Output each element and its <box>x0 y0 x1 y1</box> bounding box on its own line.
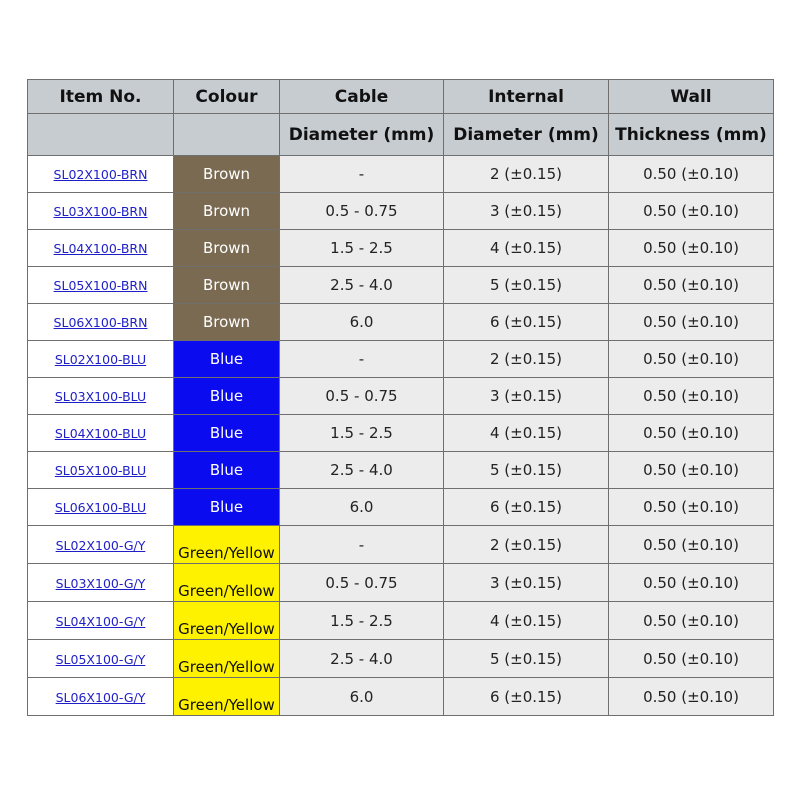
table-row <box>28 526 774 564</box>
colour-cell: Blue <box>174 489 280 526</box>
colour-cell: Brown <box>174 304 280 341</box>
item-link[interactable]: SL05X100-BLU <box>54 463 147 478</box>
cable-diameter-cell: - <box>280 156 444 193</box>
colour-cell: Brown <box>174 193 280 230</box>
cable-diameter-cell: 6.0 <box>280 678 444 716</box>
table-row <box>28 602 774 640</box>
colour-cell: Brown <box>174 267 280 304</box>
table-row <box>28 678 774 716</box>
item-cell <box>28 156 174 193</box>
table-row <box>28 267 774 304</box>
internal-diameter-cell: 5 (±0.15) <box>444 452 609 489</box>
item-link[interactable]: SL04X100-BLU <box>54 426 147 441</box>
colour-cell: Green/Yellow <box>174 526 280 564</box>
internal-diameter-cell: 2 (±0.15) <box>444 341 609 378</box>
header-cable-diameter: Diameter (mm) <box>280 114 444 156</box>
wall-thickness-cell: 0.50 (±0.10) <box>609 678 774 716</box>
item-cell <box>28 640 174 678</box>
item-cell <box>28 452 174 489</box>
internal-diameter-cell: 6 (±0.15) <box>444 489 609 526</box>
item-link[interactable]: SL05X100-G/Y <box>55 651 146 667</box>
wall-thickness-cell: 0.50 (±0.10) <box>609 341 774 378</box>
item-link[interactable]: SL03X100-BLU <box>54 389 147 404</box>
wall-thickness-cell: 0.50 (±0.10) <box>609 230 774 267</box>
wall-thickness-cell: 0.50 (±0.10) <box>609 526 774 564</box>
table-row <box>28 156 774 193</box>
colour-cell: Green/Yellow <box>174 640 280 678</box>
cable-diameter-cell: 2.5 - 4.0 <box>280 640 444 678</box>
item-link[interactable]: SL02X100-BLU <box>54 352 147 367</box>
cable-diameter-cell: 6.0 <box>280 489 444 526</box>
cable-diameter-cell: 0.5 - 0.75 <box>280 564 444 602</box>
colour-cell: Blue <box>174 452 280 489</box>
item-link[interactable]: SL04X100-G/Y <box>55 613 146 629</box>
item-cell <box>28 489 174 526</box>
item-cell <box>28 341 174 378</box>
header-item-no: Item No. <box>28 80 174 114</box>
item-link[interactable]: SL05X100-BRN <box>53 278 148 293</box>
wall-thickness-cell: 0.50 (±0.10) <box>609 602 774 640</box>
wall-thickness-cell: 0.50 (±0.10) <box>609 640 774 678</box>
colour-cell: Blue <box>174 341 280 378</box>
item-link[interactable]: SL06X100-BRN <box>53 315 148 330</box>
header-row-2 <box>28 114 774 156</box>
colour-cell: Blue <box>174 378 280 415</box>
item-link[interactable]: SL04X100-BRN <box>53 241 148 256</box>
table-row <box>28 640 774 678</box>
header-row-1 <box>28 80 774 114</box>
cable-diameter-cell: 0.5 - 0.75 <box>280 378 444 415</box>
item-cell <box>28 415 174 452</box>
item-cell <box>28 526 174 564</box>
table-row <box>28 193 774 230</box>
internal-diameter-cell: 4 (±0.15) <box>444 415 609 452</box>
table-row <box>28 415 774 452</box>
cable-diameter-cell: 0.5 - 0.75 <box>280 193 444 230</box>
internal-diameter-cell: 6 (±0.15) <box>444 678 609 716</box>
item-link[interactable]: SL03X100-BRN <box>53 204 148 219</box>
wall-thickness-cell: 0.50 (±0.10) <box>609 452 774 489</box>
spec-table <box>27 79 774 716</box>
item-link[interactable]: SL02X100-G/Y <box>55 537 146 553</box>
wall-thickness-cell: 0.50 (±0.10) <box>609 156 774 193</box>
cable-diameter-cell: 1.5 - 2.5 <box>280 415 444 452</box>
table-row <box>28 341 774 378</box>
internal-diameter-cell: 6 (±0.15) <box>444 304 609 341</box>
cable-diameter-cell: - <box>280 341 444 378</box>
colour-cell: Green/Yellow <box>174 678 280 716</box>
item-cell <box>28 193 174 230</box>
header-item-no-sub <box>28 114 174 156</box>
wall-thickness-cell: 0.50 (±0.10) <box>609 489 774 526</box>
item-cell <box>28 564 174 602</box>
colour-cell: Green/Yellow <box>174 564 280 602</box>
internal-diameter-cell: 4 (±0.15) <box>444 230 609 267</box>
internal-diameter-cell: 2 (±0.15) <box>444 526 609 564</box>
header-colour-sub <box>174 114 280 156</box>
cable-diameter-cell: 6.0 <box>280 304 444 341</box>
wall-thickness-cell: 0.50 (±0.10) <box>609 378 774 415</box>
table-row <box>28 564 774 602</box>
item-cell <box>28 304 174 341</box>
internal-diameter-cell: 5 (±0.15) <box>444 267 609 304</box>
colour-cell: Green/Yellow <box>174 602 280 640</box>
colour-cell: Blue <box>174 415 280 452</box>
wall-thickness-cell: 0.50 (±0.10) <box>609 193 774 230</box>
item-cell <box>28 267 174 304</box>
header-wall: Wall <box>609 80 774 114</box>
internal-diameter-cell: 2 (±0.15) <box>444 156 609 193</box>
cable-diameter-cell: 1.5 - 2.5 <box>280 602 444 640</box>
table-row <box>28 230 774 267</box>
table-row <box>28 489 774 526</box>
header-colour: Colour <box>174 80 280 114</box>
wall-thickness-cell: 0.50 (±0.10) <box>609 304 774 341</box>
item-link[interactable]: SL02X100-BRN <box>53 167 148 182</box>
header-internal-diameter: Diameter (mm) <box>444 114 609 156</box>
header-internal: Internal <box>444 80 609 114</box>
cable-diameter-cell: - <box>280 526 444 564</box>
cable-diameter-cell: 2.5 - 4.0 <box>280 452 444 489</box>
item-link[interactable]: SL03X100-G/Y <box>55 575 146 591</box>
internal-diameter-cell: 4 (±0.15) <box>444 602 609 640</box>
item-cell <box>28 602 174 640</box>
internal-diameter-cell: 3 (±0.15) <box>444 193 609 230</box>
header-cable: Cable <box>280 80 444 114</box>
colour-cell: Brown <box>174 156 280 193</box>
table-row <box>28 378 774 415</box>
item-link[interactable]: SL06X100-G/Y <box>55 689 146 705</box>
internal-diameter-cell: 3 (±0.15) <box>444 564 609 602</box>
cable-diameter-cell: 1.5 - 2.5 <box>280 230 444 267</box>
internal-diameter-cell: 5 (±0.15) <box>444 640 609 678</box>
item-cell <box>28 678 174 716</box>
item-cell <box>28 230 174 267</box>
wall-thickness-cell: 0.50 (±0.10) <box>609 267 774 304</box>
table-row <box>28 452 774 489</box>
colour-cell: Brown <box>174 230 280 267</box>
item-link[interactable]: SL06X100-BLU <box>54 500 147 515</box>
internal-diameter-cell: 3 (±0.15) <box>444 378 609 415</box>
wall-thickness-cell: 0.50 (±0.10) <box>609 564 774 602</box>
header-wall-thickness: Thickness (mm) <box>609 114 774 156</box>
wall-thickness-cell: 0.50 (±0.10) <box>609 415 774 452</box>
item-cell <box>28 378 174 415</box>
table-row <box>28 304 774 341</box>
cable-diameter-cell: 2.5 - 4.0 <box>280 267 444 304</box>
